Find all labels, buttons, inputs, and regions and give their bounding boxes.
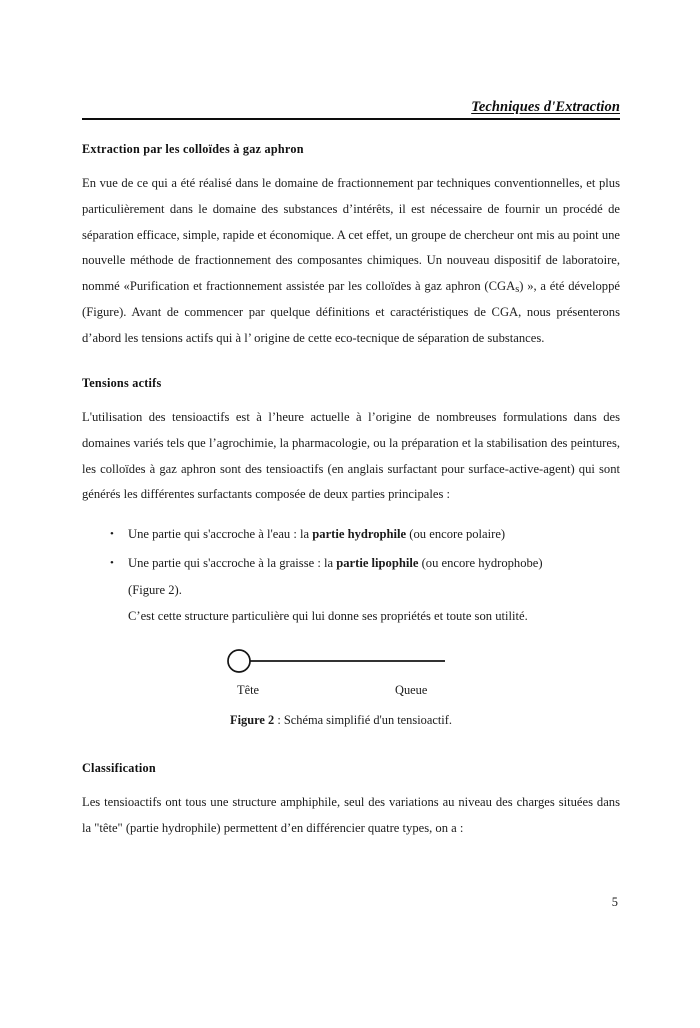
surfactant-parts-list (82, 522, 620, 577)
paragraph-introduction-part1: En vue de ce qui a été réalisé dans le domaine de fractionnement par techniques conventionnelles, et plus particulièrement dans le domaine des substances d’intérêts, il est nécessaire de fournir un procédé de séparation efficace, simple, rapide et économique. A cet effet, un groupe de chercheur ont mis au point une nouvelle méthode de fractionnement des composantes chimiques. Un nouveau dispositif de laboratoire, nommé «Purification et fractionnement assistée par les colloïdes à gaz aphron (CGA (82, 176, 620, 294)
list-item-text-before: Une partie qui s'accroche à l'eau : la (128, 527, 313, 542)
section-heading-tensions-actifs: Tensions actifs (82, 375, 162, 390)
figure-2-caption (82, 713, 620, 728)
running-header (82, 98, 620, 120)
list-item (82, 551, 620, 577)
figure-2-labels (82, 683, 620, 705)
hydrophilic-head-circle-icon (228, 650, 250, 672)
page-content (82, 142, 620, 842)
list-item-text-after: (ou encore hydrophobe) (418, 555, 543, 570)
paragraph-classification-text: Les tensioactifs ont tous une structure amphiphile, seul des variations au niveau des charges situées dans la "tête" (partie hydrophile) permettent d’en différencier quatre types, on a : (82, 795, 620, 836)
figure-label-head: Tête (237, 683, 260, 698)
list-item-continuation-figure-ref: (Figure 2). (128, 582, 182, 597)
paragraph-tensioactifs (82, 405, 620, 508)
paragraph-classification (82, 790, 620, 842)
figure-caption-text: : Schéma simplifié d'un tensioactif. (274, 713, 452, 728)
list-item-text-emphasis: partie hydrophile (312, 527, 407, 542)
surfactant-schematic (82, 643, 620, 683)
figure-2 (82, 643, 620, 761)
page-number: 5 (611, 895, 618, 909)
figure-label-tail: Queue (395, 683, 428, 698)
list-item-text-before: Une partie qui s'accroche à la graisse : la (128, 555, 337, 570)
cga-subscript-s: s (515, 284, 520, 296)
paragraph-introduction-part2: ) », a été développé (Figure). Avant de commencer par quelque définitions et caractéristiques de CGA, nous présenterons d’abord les tensions actifs qui à l’ origine de cette eco-tecnique de séparation de substances. (82, 279, 620, 346)
paragraph-introduction (82, 171, 620, 352)
section-heading-extraction-colloides: Extraction par les colloïdes à gaz aphron (82, 142, 304, 156)
structure-note-line: C’est cette structure particulière qui lui donne ses propriétés et toute son utilité. (128, 608, 528, 623)
paragraph-tensioactifs-text: L'utilisation des tensioactifs est à l’heure actuelle à l’origine de nombreuses formulations dans des domaines variés tels que l’agrochimie, la pharmacologie, ou la préparation et la stabilisation des peintures, les colloïdes à gaz aphron sont des tensioactifs (en anglais surfactant pour surface-active-agent) qui sont générés les différentes surfactants composée de deux parties principales : (82, 409, 620, 502)
section-heading-classification: Classification (82, 761, 156, 776)
figure-caption-number: Figure 2 (230, 713, 275, 728)
running-header-title: Techniques d'Extraction (471, 99, 620, 115)
list-item-text-after: (ou encore polaire) (406, 527, 506, 542)
bullet-icon: • (110, 528, 114, 541)
surfactant-svg (82, 643, 542, 683)
bullet-icon: • (110, 556, 114, 569)
list-item-text-emphasis: partie lipophile (336, 555, 419, 570)
list-item (82, 522, 620, 548)
